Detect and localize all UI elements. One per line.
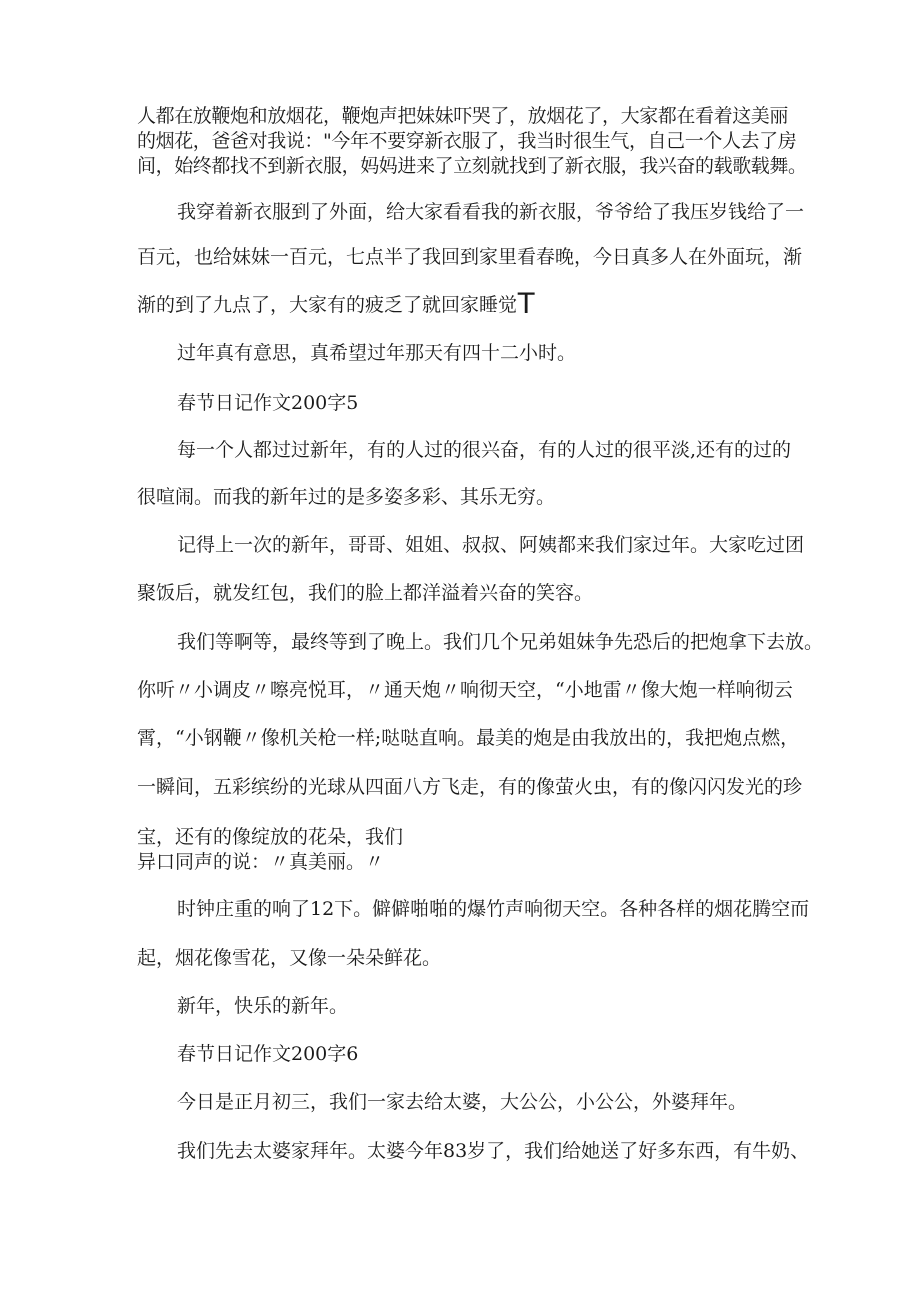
text-line: 我们先去太婆家拜年。太婆今年83岁了，我们给她送了好多东西，有牛奶、	[177, 1140, 810, 1162]
text-line: 霄，“小钢鞭〃像机关枪一样;哒哒直响。最美的炮是由我放出的，我把炮点燃，	[137, 727, 800, 749]
text-line	[137, 287, 536, 320]
paragraph: 过年真有意思，真希望过年那天有四十二小时。	[177, 342, 577, 364]
text-line: 百元，也给妹妹一百元，七点半了我回到家里看春晚，今日真多人在外面玩，渐	[137, 246, 803, 268]
section-heading: 春节日记作文200字5	[177, 392, 359, 414]
text-line: 起，烟花像雪花，又像一朵朵鲜花。	[137, 947, 442, 969]
text-line: 宝，还有的像绽放的花朵，我们	[137, 826, 404, 848]
text-line: 每一个人都过过新年，有的人过的很兴奋，有的人过的很平淡,还有的过的	[177, 439, 792, 461]
text-line: 你听〃小调皮〃嚓亮悦耳，〃通天炮〃响彻天空，“小地雷〃像大炮一样响彻云	[137, 679, 793, 701]
text-line: 时钟庄重的响了12下。僻僻啪啪的爆竹声响彻天空。各种各样的烟花腾空而	[177, 898, 810, 920]
text-line: 异口同声的说：〃真美丽。〃	[137, 851, 385, 873]
paragraph: 今日是正月初三，我们一家去给太婆，大公公，小公公，外婆拜年。	[177, 1091, 748, 1113]
stray-letter: T	[517, 287, 536, 320]
paragraph: 新年，快乐的新年。	[177, 995, 349, 1017]
text-line-body: 渐的到了九点了，大家有的疲乏了就回家睡觉	[137, 294, 518, 316]
text-line: 人都在放鞭炮和放烟花，鞭炮声把妹妹吓哭了，放烟花了，大家都在看着这美丽	[137, 105, 789, 127]
text-line: 很喧闹。而我的新年过的是多姿多彩、其乐无穷。	[137, 486, 556, 508]
text-line: 的烟花，爸爸对我说："今年不要穿新衣服了，我当时很生气，自己一个人去了房	[137, 130, 797, 152]
text-line: 间，始终都找不到新衣服，妈妈进来了立刻就找到了新衣服，我兴奋的载歌载舞。	[137, 155, 807, 177]
text-line: 记得上一次的新年，哥哥、姐姐、叔叔、阿姨都来我们家过年。大家吃过团	[177, 534, 805, 556]
text-line: 我们等啊等，最终等到了晚上。我们几个兄弟姐妹争先恐后的把炮拿下去放。	[177, 631, 824, 653]
text-line: 我穿着新衣服到了外面，给大家看看我的新衣服，爷爷给了我压岁钱给了一	[177, 201, 805, 223]
text-line: 聚饭后，就发红包，我们的脸上都洋溢着兴奋的笑容。	[137, 582, 594, 604]
section-heading: 春节日记作文200字6	[177, 1043, 359, 1065]
text-line: 一瞬间，五彩缤纷的光球从四面八方飞走，有的像萤火虫，有的像闪闪发光的珍	[137, 776, 803, 798]
